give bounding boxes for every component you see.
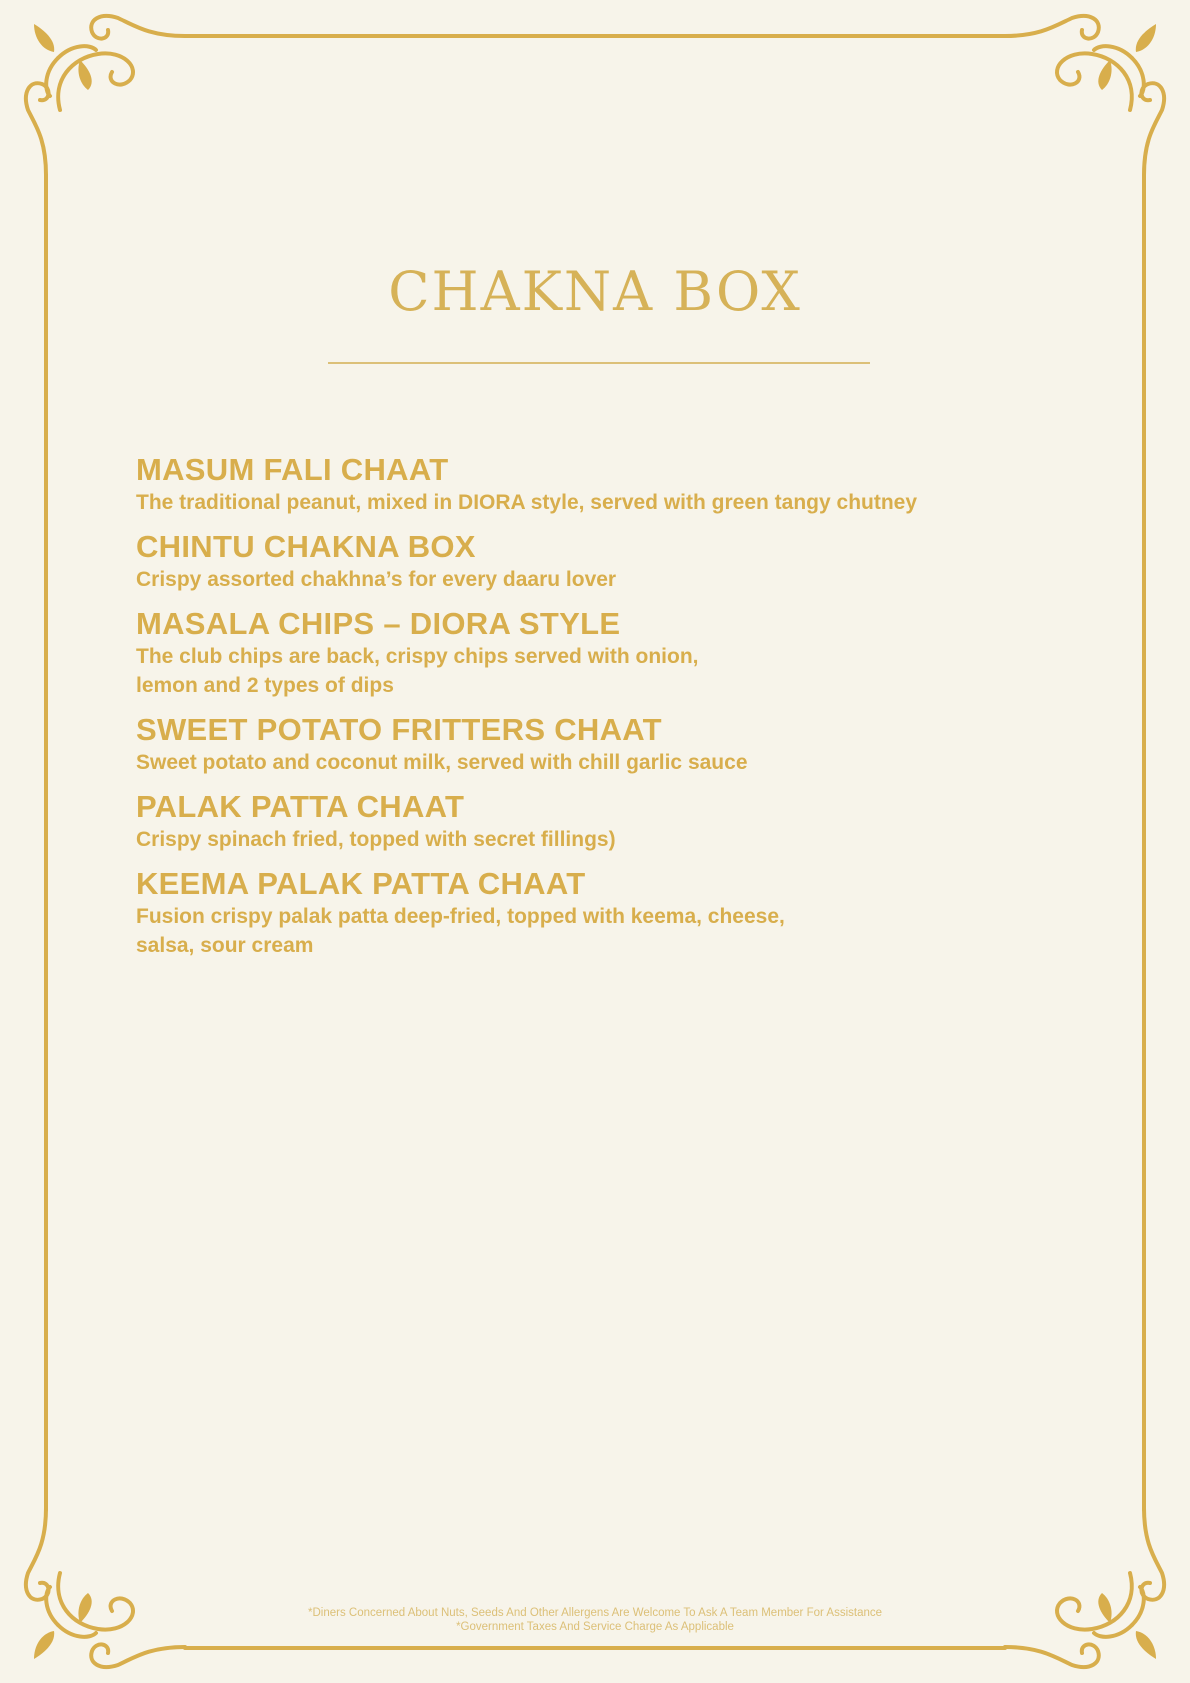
menu-item: [136, 606, 1036, 700]
menu-item: [136, 712, 1036, 777]
menu-item: [136, 529, 1036, 594]
tax-note: *Government Taxes And Service Charge As Applicable: [456, 1621, 734, 1633]
allergen-note: *Diners Concerned About Nuts, Seeds And Other Allergens Are Welcome To Ask A Team Member For Assistance: [307, 1607, 883, 1619]
menu-item-description: Crispy assorted chakhna’s for every daaru lover: [136, 568, 617, 591]
menu-item-description: lemon and 2 types of dips: [136, 674, 394, 697]
menu-item-name: KEEMA PALAK PATTA CHAAT: [136, 866, 586, 901]
menu-item-name: MASUM FALI CHAAT: [136, 452, 449, 487]
menu-item: [136, 789, 1036, 854]
menu-item-name: CHINTU CHAKNA BOX: [136, 529, 476, 564]
menu-item-description: salsa, sour cream: [136, 934, 314, 957]
menu-item-description: Crispy spinach fried, topped with secret fillings): [136, 828, 616, 851]
menu-item: [136, 452, 1036, 517]
menu-item-description: Sweet potato and coconut milk, served with chill garlic sauce: [136, 751, 748, 774]
menu-item-description: The traditional peanut, mixed in DIORA style, served with green tangy chutney: [136, 491, 918, 514]
menu-item: [136, 866, 1036, 960]
menu-item-description: Fusion crispy palak patta deep-fried, topped with keema, cheese,: [136, 905, 785, 928]
menu-item-list: [136, 452, 1036, 972]
menu-item-name: PALAK PATTA CHAAT: [136, 789, 465, 824]
menu-item-name: SWEET POTATO FRITTERS CHAAT: [136, 712, 662, 747]
title-divider: [328, 362, 870, 364]
menu-item-name: MASALA CHIPS – DIORA STYLE: [136, 606, 621, 641]
menu-item-description: The club chips are back, crispy chips served with onion,: [136, 645, 699, 668]
menu-title: CHAKNA BOX: [388, 260, 802, 323]
footer-notes: [0, 1606, 1190, 1634]
